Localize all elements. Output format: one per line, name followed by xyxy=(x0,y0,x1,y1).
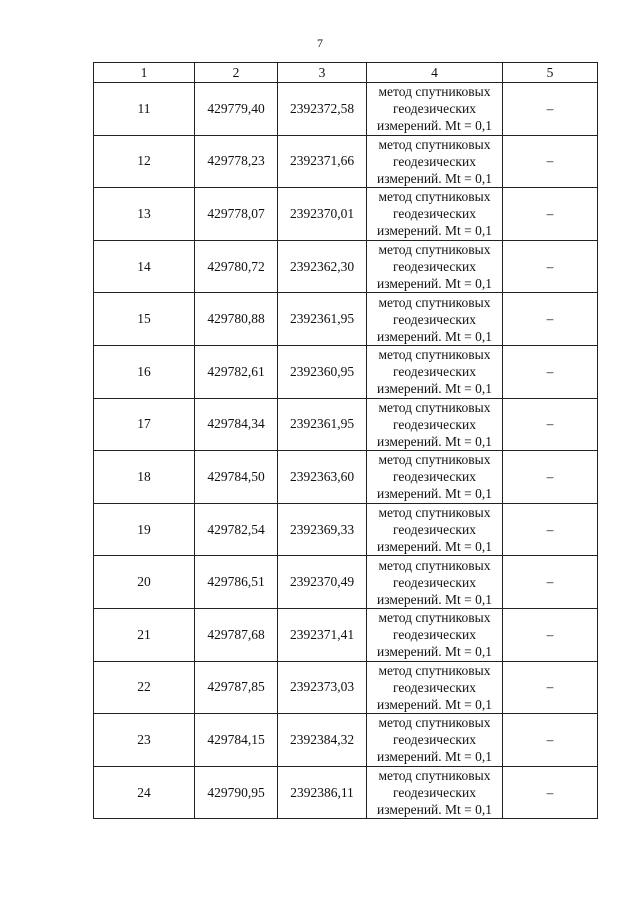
table-row xyxy=(94,398,598,451)
x-coordinate-cell: 429784,50 xyxy=(195,451,278,504)
method-cell xyxy=(367,240,503,293)
table-row xyxy=(94,240,598,293)
y-coordinate-cell: 2392362,30 xyxy=(278,240,367,293)
method-text-line: метод спутниковых xyxy=(378,399,491,415)
method-text-line: измерений. Mt = 0,1 xyxy=(376,118,493,134)
method-text-line: метод спутниковых xyxy=(378,294,491,310)
method-text-line: измерений. Mt = 0,1 xyxy=(376,223,493,239)
method-text-line: измерений. Mt = 0,1 xyxy=(376,276,493,292)
note-cell: – xyxy=(503,240,598,293)
method-text-line: метод спутниковых xyxy=(378,505,491,521)
method-text-line: геодезических xyxy=(393,469,476,485)
point-number-cell: 23 xyxy=(94,714,195,767)
y-coordinate-cell: 2392360,95 xyxy=(278,345,367,398)
method-text-line: измерений. Mt = 0,1 xyxy=(376,644,493,660)
point-number-cell: 18 xyxy=(94,451,195,504)
method-text-line: метод спутниковых xyxy=(378,136,491,152)
method-text-line: метод спутниковых xyxy=(378,768,491,784)
column-header-1: 1 xyxy=(94,63,195,83)
method-cell xyxy=(367,661,503,714)
y-coordinate-cell: 2392371,66 xyxy=(278,135,367,188)
table-row xyxy=(94,135,598,188)
y-coordinate-cell: 2392370,49 xyxy=(278,556,367,609)
method-cell xyxy=(367,135,503,188)
method-cell xyxy=(367,608,503,661)
method-text-line: геодезических xyxy=(393,101,476,117)
point-number-cell: 16 xyxy=(94,345,195,398)
note-cell: – xyxy=(503,293,598,346)
method-text-line: геодезических xyxy=(393,627,476,643)
point-number-cell: 13 xyxy=(94,188,195,241)
method-text-line: измерений. Mt = 0,1 xyxy=(376,591,493,607)
note-cell: – xyxy=(503,451,598,504)
method-text-line: измерений. Mt = 0,1 xyxy=(376,749,493,765)
x-coordinate-cell: 429779,40 xyxy=(195,83,278,136)
method-cell xyxy=(367,293,503,346)
note-cell: – xyxy=(503,556,598,609)
point-number-cell: 19 xyxy=(94,503,195,556)
x-coordinate-cell: 429784,34 xyxy=(195,398,278,451)
y-coordinate-cell: 2392371,41 xyxy=(278,608,367,661)
method-text-line: метод спутниковых xyxy=(378,84,491,100)
y-coordinate-cell: 2392372,58 xyxy=(278,83,367,136)
note-cell: – xyxy=(503,345,598,398)
note-cell: – xyxy=(503,83,598,136)
method-text-line: измерений. Mt = 0,1 xyxy=(376,696,493,712)
method-text-line: измерений. Mt = 0,1 xyxy=(376,802,493,818)
method-cell xyxy=(367,188,503,241)
note-cell: – xyxy=(503,398,598,451)
x-coordinate-cell: 429790,95 xyxy=(195,766,278,819)
column-header-2: 2 xyxy=(195,63,278,83)
method-cell xyxy=(367,83,503,136)
x-coordinate-cell: 429780,88 xyxy=(195,293,278,346)
note-cell: – xyxy=(503,188,598,241)
note-cell: – xyxy=(503,503,598,556)
column-header-5: 5 xyxy=(503,63,598,83)
method-text-line: метод спутниковых xyxy=(378,610,491,626)
x-coordinate-cell: 429782,61 xyxy=(195,345,278,398)
table-row xyxy=(94,661,598,714)
table-body xyxy=(94,83,598,819)
note-cell: – xyxy=(503,766,598,819)
x-coordinate-cell: 429787,85 xyxy=(195,661,278,714)
x-coordinate-cell: 429778,07 xyxy=(195,188,278,241)
page-number: 7 xyxy=(317,36,323,50)
point-number-cell: 21 xyxy=(94,608,195,661)
point-number-cell: 24 xyxy=(94,766,195,819)
method-text-line: измерений. Mt = 0,1 xyxy=(376,170,493,186)
method-text-line: геодезических xyxy=(393,364,476,380)
method-cell xyxy=(367,503,503,556)
point-number-cell: 14 xyxy=(94,240,195,293)
column-header-4: 4 xyxy=(367,63,503,83)
method-text-line: геодезических xyxy=(393,522,476,538)
method-text-line: метод спутниковых xyxy=(378,557,491,573)
x-coordinate-cell: 429778,23 xyxy=(195,135,278,188)
x-coordinate-cell: 429780,72 xyxy=(195,240,278,293)
table-row xyxy=(94,188,598,241)
method-cell xyxy=(367,345,503,398)
table-row xyxy=(94,293,598,346)
table-row xyxy=(94,83,598,136)
table-row xyxy=(94,714,598,767)
method-cell xyxy=(367,556,503,609)
method-text-line: измерений. Mt = 0,1 xyxy=(376,486,493,502)
table-row xyxy=(94,766,598,819)
point-number-cell: 20 xyxy=(94,556,195,609)
point-number-cell: 17 xyxy=(94,398,195,451)
method-text-line: метод спутниковых xyxy=(378,189,491,205)
column-header-3: 3 xyxy=(278,63,367,83)
y-coordinate-cell: 2392361,95 xyxy=(278,293,367,346)
point-number-cell: 11 xyxy=(94,83,195,136)
point-number-cell: 22 xyxy=(94,661,195,714)
method-text-line: геодезических xyxy=(393,732,476,748)
table-row xyxy=(94,503,598,556)
y-coordinate-cell: 2392361,95 xyxy=(278,398,367,451)
y-coordinate-cell: 2392386,11 xyxy=(278,766,367,819)
table-row xyxy=(94,608,598,661)
method-text-line: измерений. Mt = 0,1 xyxy=(376,433,493,449)
method-cell xyxy=(367,766,503,819)
method-text-line: геодезических xyxy=(393,311,476,327)
method-text-line: геодезических xyxy=(393,785,476,801)
method-text-line: геодезических xyxy=(393,206,476,222)
x-coordinate-cell: 429782,54 xyxy=(195,503,278,556)
method-text-line: метод спутниковых xyxy=(378,242,491,258)
table-row xyxy=(94,556,598,609)
method-cell xyxy=(367,451,503,504)
note-cell: – xyxy=(503,714,598,767)
method-text-line: геодезических xyxy=(393,679,476,695)
method-text-line: метод спутниковых xyxy=(378,347,491,363)
y-coordinate-cell: 2392370,01 xyxy=(278,188,367,241)
note-cell: – xyxy=(503,608,598,661)
method-text-line: геодезических xyxy=(393,153,476,169)
point-number-cell: 12 xyxy=(94,135,195,188)
x-coordinate-cell: 429787,68 xyxy=(195,608,278,661)
method-text-line: геодезических xyxy=(393,574,476,590)
point-number-cell: 15 xyxy=(94,293,195,346)
method-text-line: измерений. Mt = 0,1 xyxy=(376,381,493,397)
coordinates-table xyxy=(93,62,598,819)
method-text-line: измерений. Mt = 0,1 xyxy=(376,539,493,555)
x-coordinate-cell: 429786,51 xyxy=(195,556,278,609)
y-coordinate-cell: 2392373,03 xyxy=(278,661,367,714)
table-row xyxy=(94,345,598,398)
table-header-row xyxy=(94,63,598,83)
method-text-line: метод спутниковых xyxy=(378,662,491,678)
method-text-line: геодезических xyxy=(393,416,476,432)
method-text-line: метод спутниковых xyxy=(378,715,491,731)
note-cell: – xyxy=(503,661,598,714)
y-coordinate-cell: 2392369,33 xyxy=(278,503,367,556)
method-text-line: измерений. Mt = 0,1 xyxy=(376,328,493,344)
method-text-line: геодезических xyxy=(393,259,476,275)
x-coordinate-cell: 429784,15 xyxy=(195,714,278,767)
note-cell: – xyxy=(503,135,598,188)
method-text-line: метод спутниковых xyxy=(378,452,491,468)
method-cell xyxy=(367,714,503,767)
method-cell xyxy=(367,398,503,451)
y-coordinate-cell: 2392363,60 xyxy=(278,451,367,504)
table-row xyxy=(94,451,598,504)
y-coordinate-cell: 2392384,32 xyxy=(278,714,367,767)
